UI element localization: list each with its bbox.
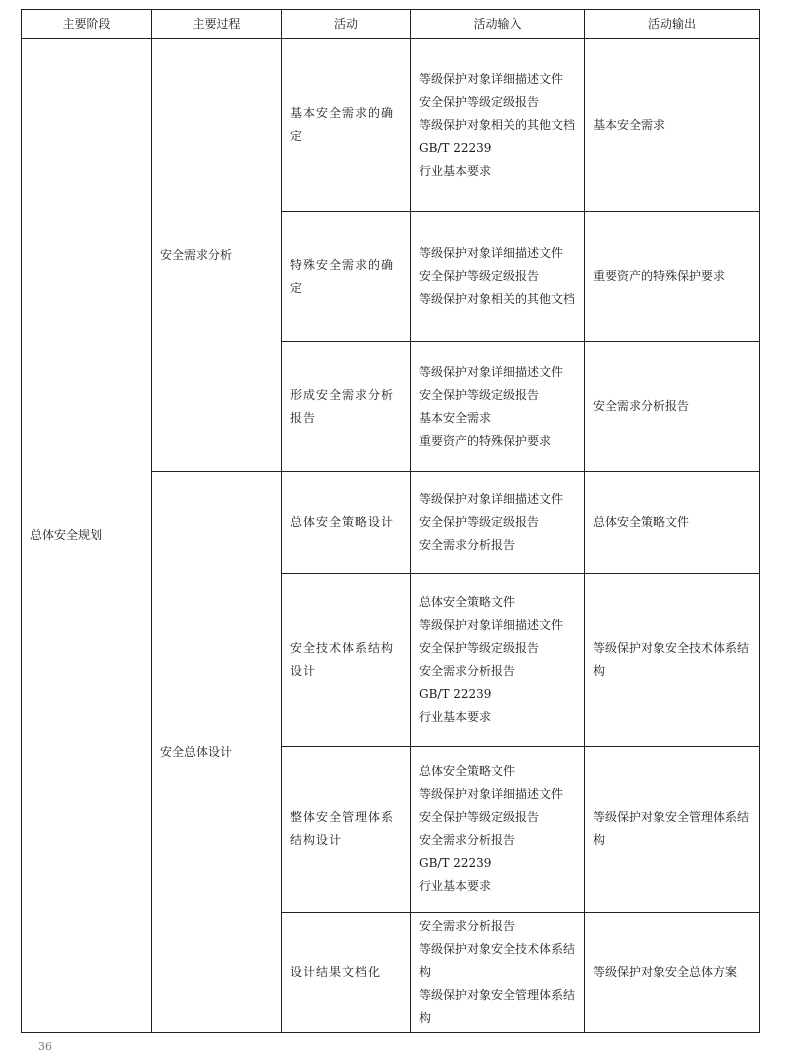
page-number: 36: [38, 1040, 52, 1053]
output-cell: 总体安全策略文件: [585, 472, 760, 573]
input-cell: [411, 212, 585, 342]
table-row: [22, 39, 760, 212]
input-line: 等级保护对象相关的其他文档: [419, 117, 576, 132]
input-line: 等级保护对象安全技术体系结构: [419, 941, 576, 979]
input-line: 等级保护对象详细描述文件: [419, 246, 564, 261]
header-stage: 主要阶段: [22, 10, 152, 39]
activity-cell: 基本安全需求的确定: [282, 39, 411, 212]
output-cell: 等级保护对象安全管理体系结构: [585, 746, 760, 912]
input-cell: [411, 573, 585, 746]
input-line: 等级保护对象详细描述文件: [419, 71, 564, 86]
output-cell: 重要资产的特殊保护要求: [585, 212, 760, 342]
input-cell: [411, 39, 585, 212]
input-line: 行业基本要求: [419, 879, 492, 894]
activity-cell: 设计结果文档化: [282, 912, 411, 1032]
activity-cell: 整体安全管理体系结构设计: [282, 746, 411, 912]
input-line: 等级保护对象相关的其他文档: [419, 292, 576, 307]
input-line: 等级保护对象详细描述文件: [419, 617, 564, 632]
header-process: 主要过程: [152, 10, 282, 39]
input-line: 安全需求分析报告: [419, 833, 516, 848]
header-input: 活动输入: [411, 10, 585, 39]
input-line: 总体安全策略文件: [419, 764, 516, 779]
output-cell: 安全需求分析报告: [585, 342, 760, 472]
planning-table: [21, 9, 760, 1033]
output-cell: 基本安全需求: [585, 39, 760, 212]
input-line: 安全保护等级定级报告: [419, 269, 540, 284]
input-line: 安全需求分析报告: [419, 918, 516, 933]
activity-cell: 总体安全策略设计: [282, 472, 411, 573]
input-line: 等级保护对象详细描述文件: [419, 787, 564, 802]
input-line: 等级保护对象详细描述文件: [419, 491, 564, 506]
output-cell: 等级保护对象安全技术体系结构: [585, 573, 760, 746]
header-row: [22, 10, 760, 39]
input-cell: [411, 472, 585, 573]
input-line: 安全保护等级定级报告: [419, 94, 540, 109]
input-line: 重要资产的特殊保护要求: [419, 433, 552, 448]
input-line: 总体安全策略文件: [419, 594, 516, 609]
input-line: 等级保护对象安全管理体系结构: [419, 987, 576, 1025]
input-line: 安全保护等级定级报告: [419, 387, 540, 402]
output-cell: 等级保护对象安全总体方案: [585, 912, 760, 1032]
input-line: 行业基本要求: [419, 709, 492, 724]
input-line: GB/T 22239: [419, 140, 492, 155]
activity-cell: 特殊安全需求的确定: [282, 212, 411, 342]
activity-cell: 形成安全需求分析报告: [282, 342, 411, 472]
input-line: 安全保护等级定级报告: [419, 810, 540, 825]
input-line: 安全保护等级定级报告: [419, 640, 540, 655]
stage-cell: 总体安全规划: [22, 39, 152, 1033]
activity-cell: 安全技术体系结构设计: [282, 573, 411, 746]
input-line: 行业基本要求: [419, 163, 492, 178]
input-cell: [411, 746, 585, 912]
header-activity: 活动: [282, 10, 411, 39]
input-line: 安全需求分析报告: [419, 537, 516, 552]
input-cell: [411, 912, 585, 1032]
input-cell: [411, 342, 585, 472]
input-line: 安全需求分析报告: [419, 663, 516, 678]
header-output: 活动输出: [585, 10, 760, 39]
input-line: 基本安全需求: [419, 410, 492, 425]
input-line: GB/T 22239: [419, 856, 492, 871]
input-line: 等级保护对象详细描述文件: [419, 364, 564, 379]
process-cell-requirements: 安全需求分析: [152, 39, 282, 472]
process-cell-design: 安全总体设计: [152, 472, 282, 1033]
input-line: 安全保护等级定级报告: [419, 514, 540, 529]
input-line: GB/T 22239: [419, 686, 492, 701]
